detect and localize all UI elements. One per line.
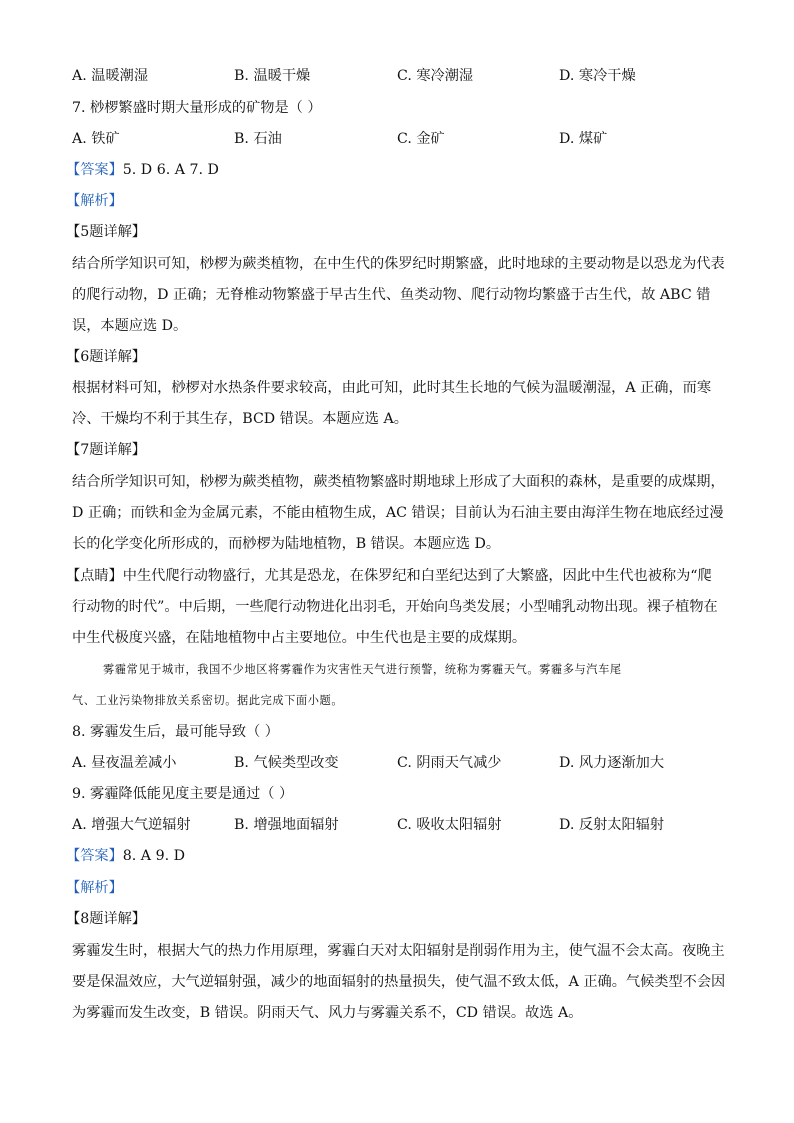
answer-block-2: [66, 846, 185, 866]
q6-option-c: C. 寒冷潮湿: [397, 68, 474, 84]
q7-option-a: A. 铁矿: [72, 131, 120, 147]
q8-option-b: B. 气候类型改变: [234, 755, 339, 771]
detail-8-line: 雾霾发生时，根据大气的热力作用原理，雾霾白天对太阳辐射是削弱作用为主，使气温不会太高。夜晚主: [72, 943, 725, 959]
q7-option-b: B. 石油: [234, 131, 282, 147]
q7-option-c: C. 金矿: [397, 131, 445, 147]
passage-line: 雾霾常见于城市，我国不少地区将雾霾作为灾害性天气进行预警，统称为雾霾天气。雾霾多与汽车尾: [103, 663, 622, 676]
detail-7-line: 长的化学变化所形成的，而桫椤为陆地植物，B 错误。本题应选 D。: [72, 536, 501, 552]
q8-stem: 8. 雾霾发生后，最可能导致（ ）: [72, 724, 279, 740]
detail-6-line: 冷、干燥均不利于其生存，BCD 错误。本题应选 A。: [72, 411, 408, 427]
q7-stem: 7. 桫椤繁盛时期大量形成的矿物是（ ）: [72, 100, 322, 116]
detail-6-line: 根据材料可知，桫椤对水热条件要求较高，由此可知，此时其生长地的气候为温暖潮湿，A 正确，而寒: [72, 380, 712, 396]
q6-option-b: B. 温暖干燥: [234, 68, 311, 84]
note-line: 中生代爬行动物盛行，尤其是恐龙，在侏罗纪和白垩纪达到了大繁盛，因此中生代也被称为“爬: [122, 568, 712, 584]
q9-stem: 9. 雾霾降低能见度主要是通过（ ）: [72, 786, 294, 802]
q6-option-a: A. 温暖潮湿: [72, 68, 149, 84]
q9-option-b: B. 增强地面辐射: [234, 817, 339, 833]
detail-7-title: 【7题详解】: [66, 442, 146, 458]
passage-line: 气、工业污染物排放关系密切。据此完成下面小题。: [72, 694, 344, 707]
q7-option-d: D. 煤矿: [559, 131, 608, 147]
answer-block-1: [66, 160, 219, 180]
note-line: 中生代极度兴盛，在陆地植物中占主要地位。中生代也是主要的成煤期。: [72, 630, 527, 646]
q9-option-a: A. 增强大气逆辐射: [72, 817, 191, 833]
q9-option-d: D. 反射太阳辐射: [559, 817, 665, 833]
note-block: [66, 566, 712, 586]
detail-5-line: 误，本题应选 D。: [72, 318, 188, 334]
q8-option-d: D. 风力逐渐加大: [559, 755, 665, 771]
note-label: 【点睛】: [66, 568, 123, 584]
detail-7-line: D 正确；而铁和金为金属元素，不能由植物生成，AC 错误；目前认为石油主要由海洋生物在地底经过漫: [72, 505, 724, 521]
q6-option-d: D. 寒冷干燥: [559, 68, 636, 84]
detail-8-line: 为雾霾而发生改变，B 错误。阴雨天气、风力与雾霾关系不，CD 错误。故选 A。: [72, 1005, 583, 1021]
detail-6-title: 【6题详解】: [66, 349, 146, 365]
note-line: 行动物的时代”。中后期，一些爬行动物进化出羽毛，开始向鸟类发展；小型哺乳动物出现。裸子植物在: [72, 599, 718, 615]
detail-7-line: 结合所学知识可知，桫椤为蕨类植物，蕨类植物繁盛时期地球上形成了大面积的森林，是重要的成煤期，: [72, 474, 725, 490]
answer-text: 8. A 9. D: [122, 848, 185, 864]
q8-option-c: C. 阴雨天气减少: [397, 755, 502, 771]
answer-label: 【答案】: [66, 848, 123, 864]
detail-5-line: 的爬行动物，D 正确；无脊椎动物繁盛于早古生代、鱼类动物、爬行动物均繁盛于古生代，故 ABC 错: [72, 287, 711, 303]
detail-5-line: 结合所学知识可知，桫椤为蕨类植物，在中生代的侏罗纪时期繁盛，此时地球的主要动物是以恐龙为代表: [72, 256, 725, 272]
analysis-label-2: 【解析】: [66, 880, 123, 896]
answer-label: 【答案】: [66, 162, 123, 178]
answer-text: 5. D 6. A 7. D: [122, 162, 219, 178]
q8-option-a: A. 昼夜温差减小: [72, 755, 177, 771]
q9-option-c: C. 吸收太阳辐射: [397, 817, 502, 833]
detail-5-title: 【5题详解】: [66, 224, 146, 240]
detail-8-line: 要是保温效应，大气逆辐射强，减少的地面辐射的热量损失，使气温不致太低，A 正确。气候类型不会因: [72, 974, 726, 990]
detail-8-title: 【8题详解】: [66, 911, 146, 927]
analysis-label-1: 【解析】: [66, 193, 123, 209]
